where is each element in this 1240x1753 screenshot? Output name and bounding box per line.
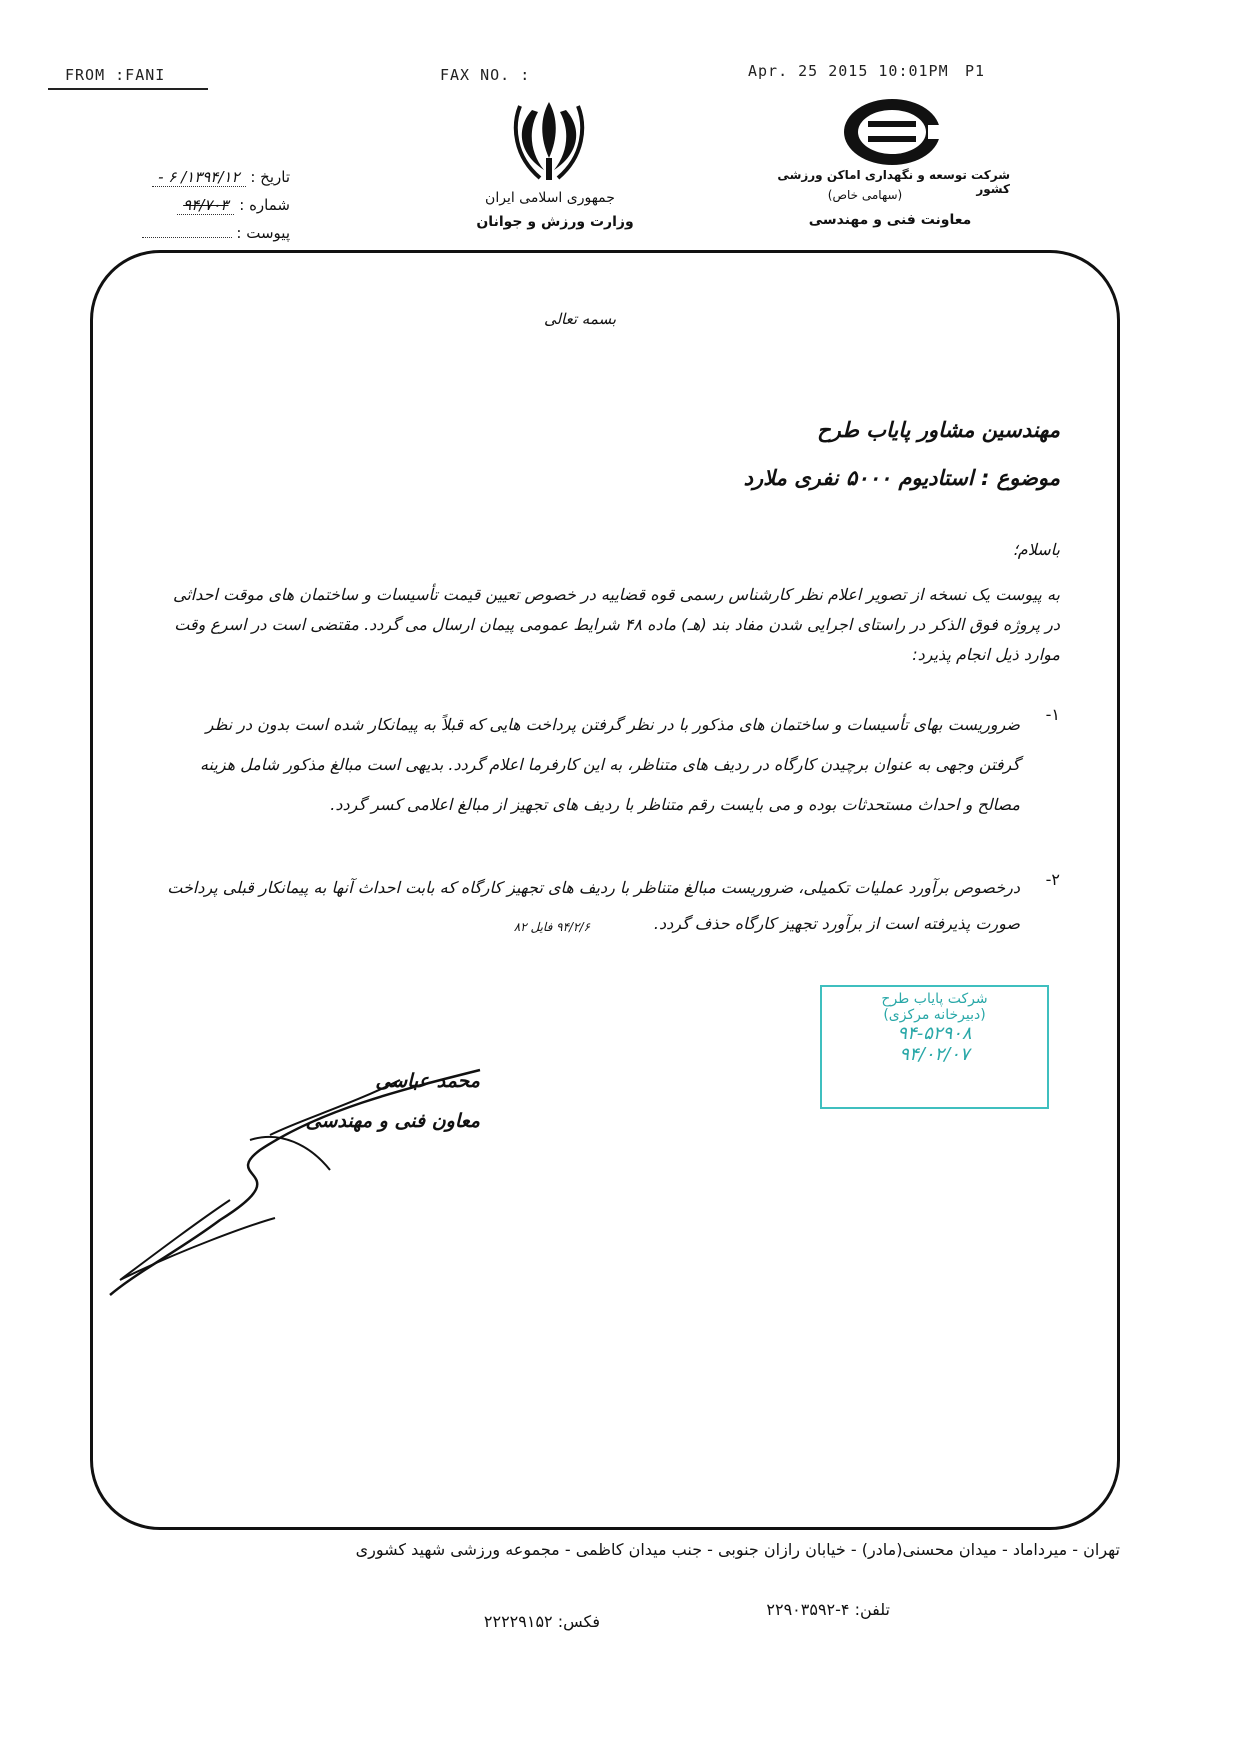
stamp-reference: ۹۴-۵۲۹۰۸: [897, 1023, 972, 1044]
company-name: شرکت توسعه و نگهداری اماکن ورزشی کشور: [777, 168, 1010, 196]
date-value: ۱۳۹۴/۱۲/ ۶ -: [152, 168, 245, 187]
stamp-date: ۹۴/۰۲/۰۷: [899, 1044, 970, 1065]
attachment-label: پیوست :: [236, 224, 290, 242]
stamp-company: شرکت پایاب طرح: [881, 991, 988, 1007]
footer-phone: تلفن: ۴-۲۲۹۰۳۵۹۲: [766, 1600, 890, 1619]
addressee: مهندسین مشاور پایاب طرح: [817, 418, 1060, 442]
fax-page: P1: [965, 62, 986, 80]
footer-fax: فکس: ۲۲۲۲۹۱۵۲: [483, 1612, 600, 1631]
signer-name: محمد عباسی: [375, 1070, 480, 1092]
fax-from: FROM :FANI: [65, 66, 166, 84]
attachment-value: [142, 237, 232, 238]
emblem-icon: [510, 98, 588, 183]
company-department: معاونت فنی و مهندسی: [808, 212, 972, 228]
item-number: ۱-: [1045, 705, 1060, 724]
number-value: ۹۴/۷۰۳: [177, 196, 234, 215]
greeting: باسلام؛: [1012, 540, 1060, 559]
handwritten-note: ۹۴/۲/۶ فایل ۸۲: [513, 920, 590, 934]
divider: [48, 88, 208, 90]
invocation: بسمه تعالی: [543, 310, 617, 328]
footer-address: تهران - میرداماد - میدان محسنی(مادر) - خیابان رازان جنوبی - جنب میدان کاظمی - مجموعه ورزشی شهید کشوری: [355, 1540, 1120, 1559]
letter-attachment: [110, 224, 290, 250]
item-number: ۲-: [1045, 870, 1060, 889]
received-stamp: [820, 985, 1049, 1109]
signature-icon: [100, 1050, 500, 1300]
list-item: [165, 870, 1060, 942]
item-text: ضروریست بهای تأسیسات و ساختمان های مذکور با در نظر گرفتن پرداخت هایی که قبلاً به پیمانکار شده است بدون در نظر گرفتن وجهی به عنوان برچیدن کارگاه در ردیف های متناظر، به این کارفرما اعلام گردد. بدیهی است مبالغ مذکور شامل هزینه مصالح و احداث مستحدثات بوده و می بایست رقم متناظر با ردیف های تجهیز از مبالغ اعلامی کسر گردد.: [199, 715, 1020, 814]
stamp-office: (دبیرخانه مرکزی): [883, 1007, 986, 1023]
letter-date: [90, 168, 290, 194]
date-label: تاریخ :: [250, 168, 290, 186]
number-label: شماره :: [239, 196, 290, 214]
subject: موضوع : استادیوم ۵۰۰۰ نفری ملارد: [743, 466, 1060, 490]
list-item: [165, 705, 1060, 825]
ministry-name: وزارت ورزش و جوانان: [476, 214, 634, 230]
letter-number: [60, 196, 290, 222]
body-paragraph: به پیوست یک نسخه از تصویر اعلام نظر کارشناس رسمی قوه قضاییه در خصوص تعیین قیمت تأسیسات و ساختمان های موقت احداثی در پروژه فوق الذکر در راستای اجرایی شدن مفاد بند (هـ) ماده ۴۸ شرایط عمومی پیمان ارسال می گردد. مقتضی است در اسرع وقت موارد ذیل انجام پذیرد:: [173, 585, 1060, 664]
company-type: (سهامی خاص): [827, 188, 903, 202]
company-logo: [840, 95, 945, 170]
fax-datetime: Apr. 25 2015 10:01PM: [748, 62, 949, 80]
fax-number: FAX NO. :: [440, 66, 531, 84]
country-name: جمهوری اسلامی ایران: [485, 190, 615, 206]
signer-title: معاون فنی و مهندسی: [305, 1110, 480, 1132]
item-text: درخصوص برآورد عملیات تکمیلی، ضروریست مبالغ متناظر با ردیف های تجهیز کارگاه که بابت احداث آنها به پیمانکار قبلی پرداخت صورت پذیرفته است از برآورد تجهیز کارگاه حذف گردد.: [167, 878, 1020, 933]
